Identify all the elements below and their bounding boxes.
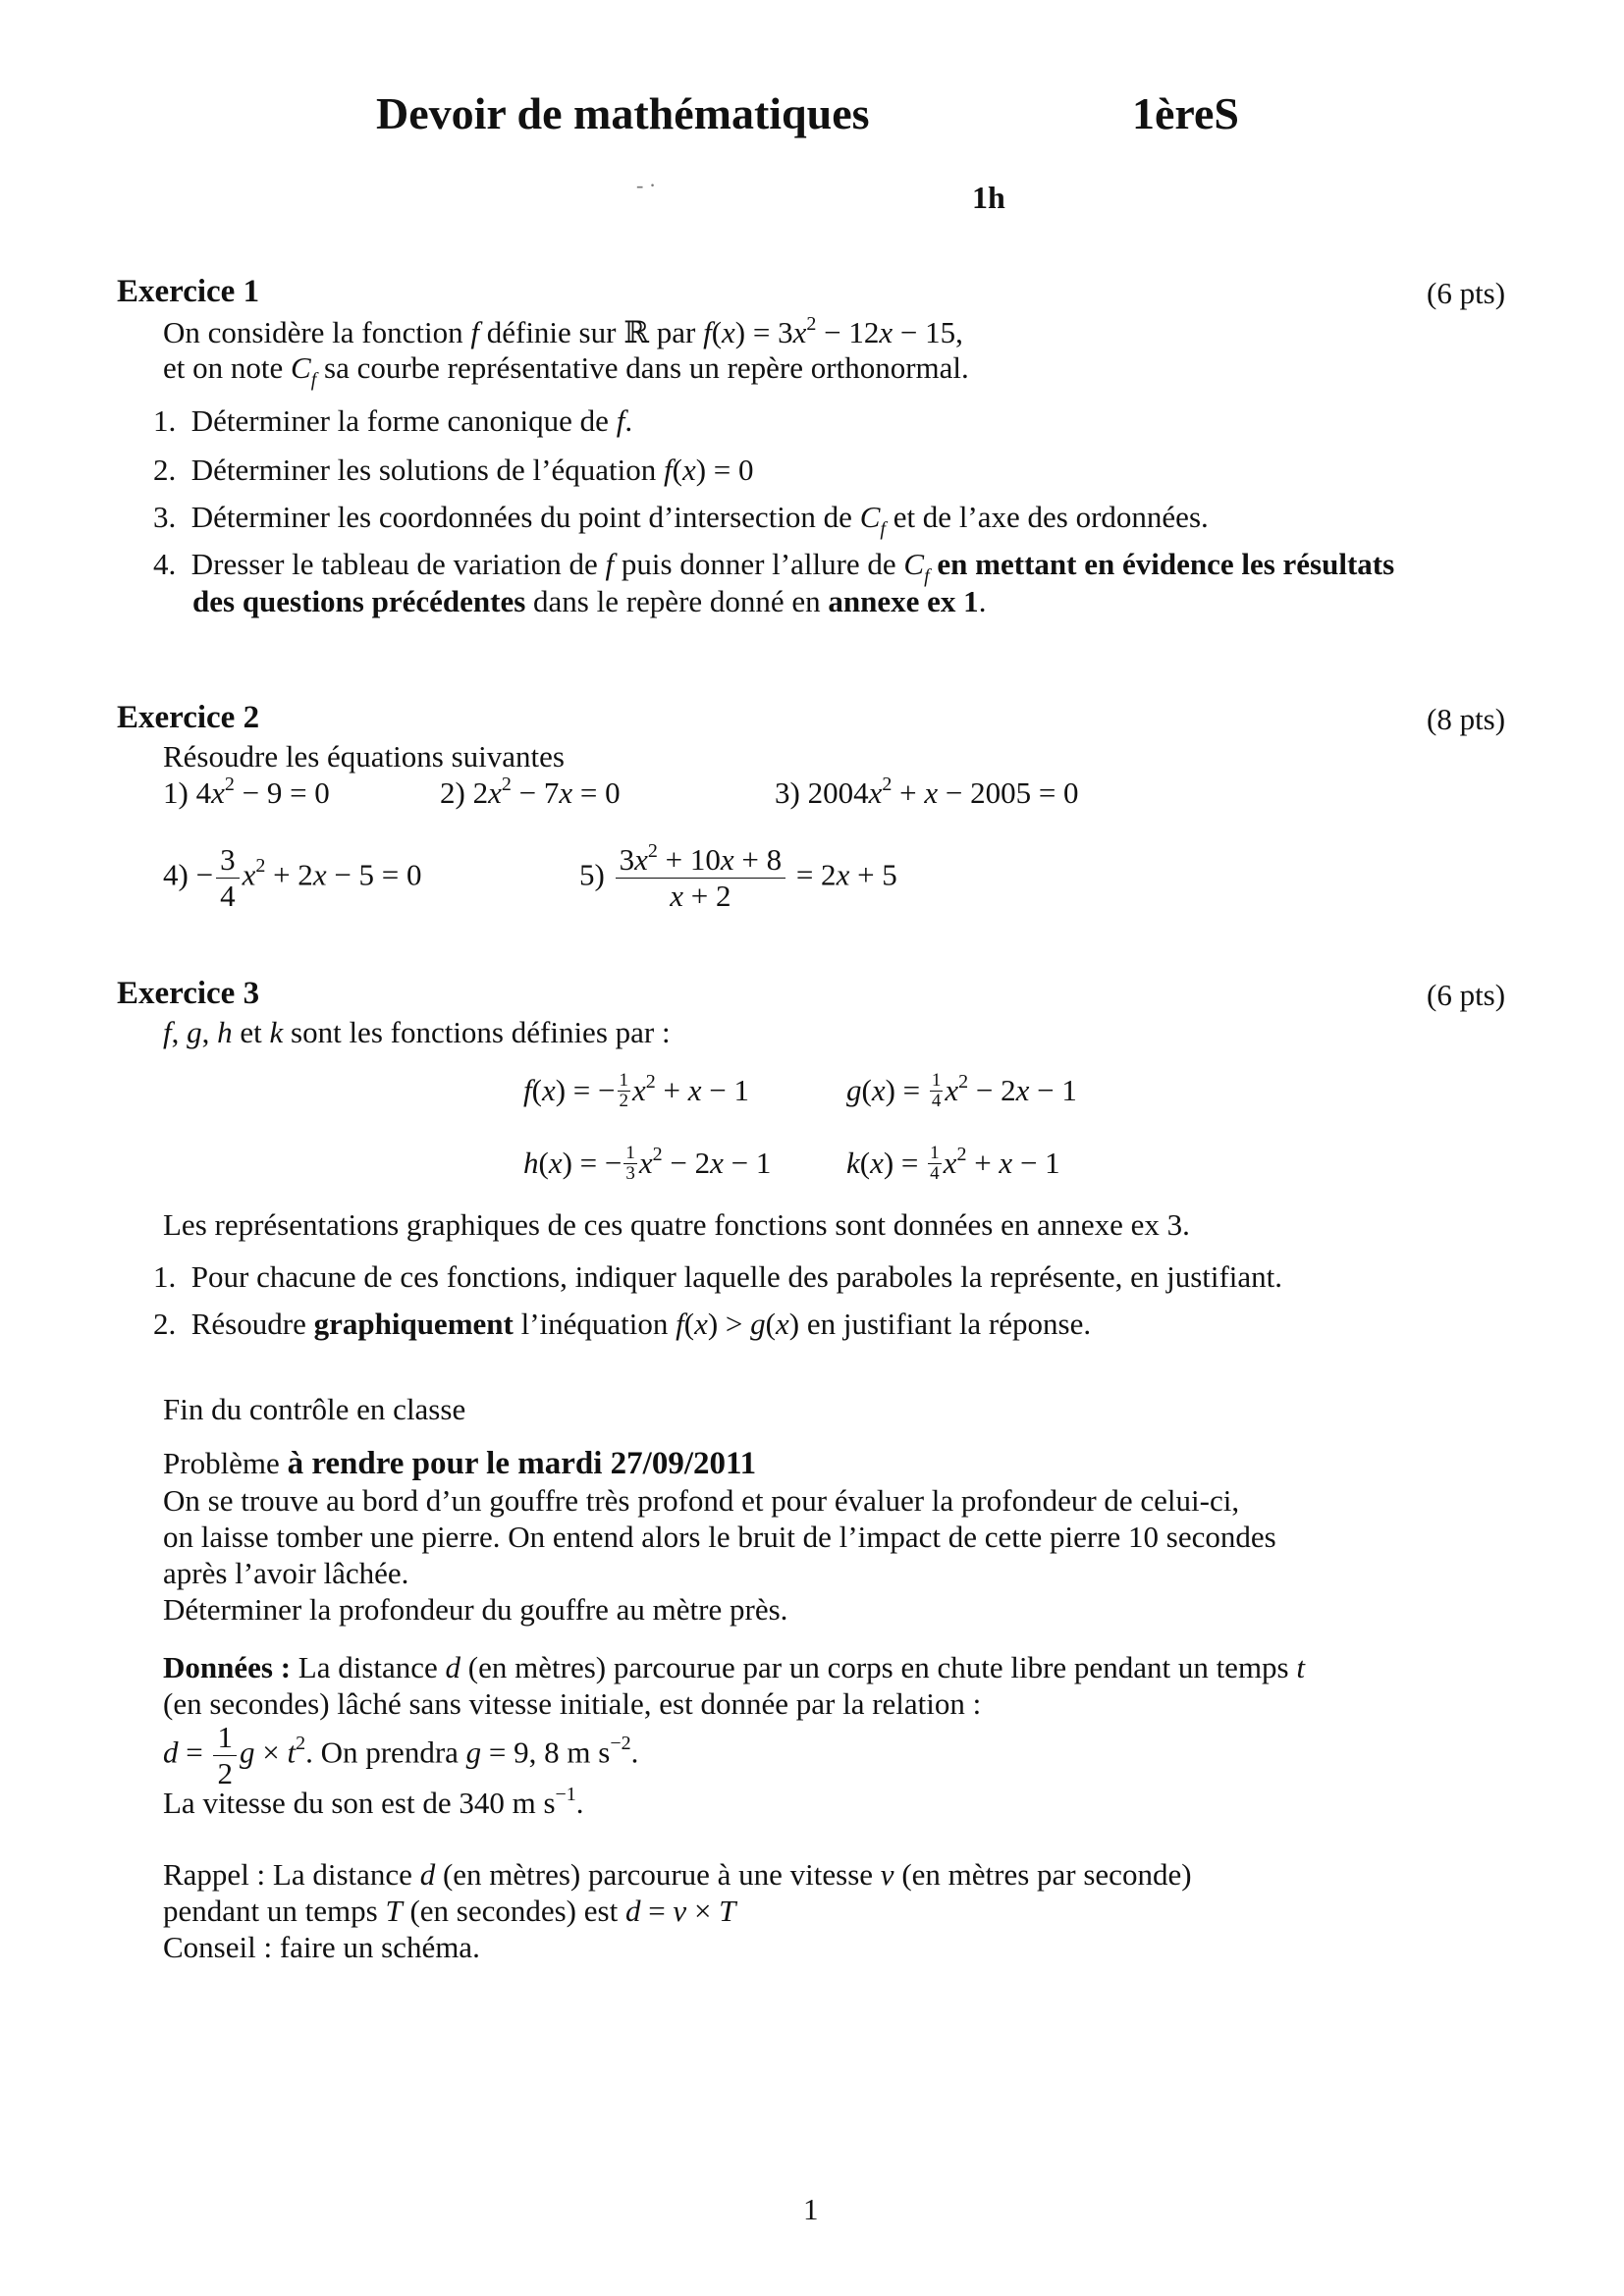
ex2-equation-1: 1) $4x^2 - 9 = 0$ (163, 774, 330, 810)
sound-speed: La vitesse du son est de 340 m $s^{-1}$. (163, 1784, 584, 1820)
page-number: 1 (803, 2192, 819, 2226)
ex2-points: (8 pts) (1427, 702, 1506, 736)
rappel-line-1: Rappel : La distance d (en mètres) parcourue à une vitesse v (en mètres par seconde) (163, 1857, 1192, 1892)
probleme-line-4: Déterminer la profondeur du gouffre au mètre près. (163, 1592, 788, 1627)
probleme-line-2: on laisse tomber une pierre. On entend alors le bruit de l’impact de cette pierre 10 secondes (163, 1520, 1276, 1554)
ex3-definition-k: k(x) = $\frac{1}{4}$ $x^2 + x - 1$ (846, 1143, 1060, 1185)
ex1-question-3: 3. Déterminer les coordonnées du point d’intersection de $C_f$ et de l’axe des ordonnées. (153, 500, 1209, 540)
header-mark: - · (636, 173, 657, 197)
ex3-intro: f, g, h et k sont les fonctions définies par : (163, 1015, 671, 1049)
ex1-question-4-cont: des questions précédentes dans le repère donné en annexe ex 1. (192, 584, 987, 618)
ex2-equation-5: 5) $\frac{3x^2 + 10x + 8}{x + 2}$ = 2x + 5 (579, 840, 897, 913)
probleme-line-3: après l’avoir lâchée. (163, 1556, 409, 1590)
ex3-heading: Exercice 3 (117, 976, 260, 1011)
ex1-heading: Exercice 1 (117, 274, 260, 309)
ex1-intro-line1: On considère la fonction f définie sur ℝ par $f(x) = 3x^2 - 12x - 15$, (163, 313, 963, 349)
ex3-question-1: 1. Pour chacune de ces fonctions, indiquer laquelle des paraboles la représente, en justifiant. (153, 1259, 1283, 1294)
conseil: Conseil : faire un schéma. (163, 1930, 480, 1964)
probleme-heading: Problème à rendre pour le mardi 27/09/2011 (163, 1446, 757, 1481)
end-of-test: Fin du contrôle en classe (163, 1392, 466, 1426)
rappel-line-2: pendant un temps T (en secondes) est d = v × T (163, 1894, 736, 1928)
probleme-line-1: On se trouve au bord d’un gouffre très profond et pour évaluer la profondeur de celui-ci, (163, 1483, 1240, 1518)
ex2-intro: Résoudre les équations suivantes (163, 739, 565, 774)
ex1-intro-line2: et on note $C_f$ sa courbe représentative dans un repère orthonormal. (163, 350, 969, 391)
ex2-equation-4: 4) − $\frac{3}{4}$ $x^2 + 2x - 5 = 0$ (163, 842, 422, 913)
ex2-equation-3: 3) $2004x^2 + x - 2005 = 0$ (775, 774, 1079, 810)
ex3-annex-note: Les représentations graphiques de ces quatre fonctions sont données en annexe ex 3. (163, 1207, 1190, 1242)
ex1-points: (6 pts) (1427, 276, 1506, 310)
document-title: Devoir de mathématiques (376, 88, 870, 138)
class-level: 1èreS (1132, 88, 1240, 138)
ex3-definition-g: g(x) = $\frac{1}{4}$ $x^2 - 2x - 1$ (846, 1070, 1077, 1112)
ex3-points: (6 pts) (1427, 978, 1506, 1012)
duration: 1h (972, 180, 1005, 215)
ex2-equation-2: 2) $2x^2 - 7x = 0$ (440, 774, 621, 810)
ex2-heading: Exercice 2 (117, 700, 260, 735)
ex1-question-2: 2. Déterminer les solutions de l’équation f(x) = 0 (153, 453, 754, 487)
ex3-question-2: 2. Résoudre graphiquement l’inéquation f(x) > g(x) en justifiant la réponse. (153, 1307, 1092, 1341)
ex1-question-4: 4. Dresser le tableau de variation de f puis donner l’allure de $C_f$ en mettant en évidence les résultats (153, 547, 1395, 587)
donnees-line-2: (en secondes) lâché sans vitesse initiale, est donnée par la relation : (163, 1686, 982, 1721)
ex1-question-1: 1. Déterminer la forme canonique de f. (153, 403, 633, 438)
ex3-definition-h: h(x) = − $\frac{1}{3}$ $x^2 - 2x - 1$ (523, 1143, 772, 1185)
donnees-line-1: Données : La distance d (en mètres) parcourue par un corps en chute libre pendant un temps t (163, 1650, 1305, 1684)
ex3-definition-f: f(x) = − $\frac{1}{2}$ $x^2 + x - 1$ (523, 1070, 750, 1112)
donnees-formula: d = $\frac{1}{2}$ $g \times t^2$. On prendra g = 9, 8 m $s^{-2}$. (163, 1720, 639, 1790)
